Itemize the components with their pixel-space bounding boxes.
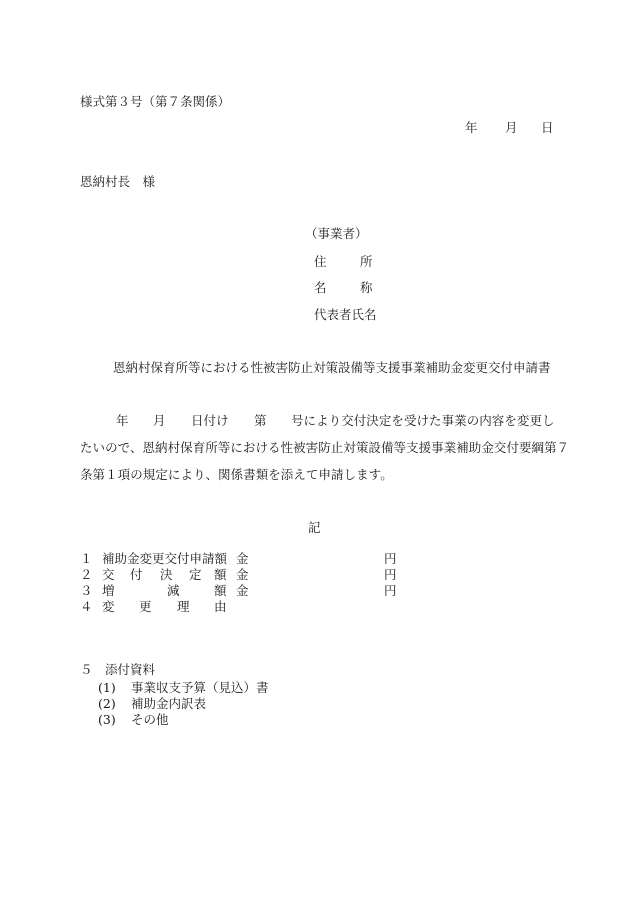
item-char: 理 xyxy=(177,599,190,614)
body-line-3: 条第１項の規定により、関係書類を添えて申請します。 xyxy=(80,467,393,482)
attachment-item-3 xyxy=(98,712,169,727)
ki-heading: 記 xyxy=(308,520,321,535)
attachment-number: (3) xyxy=(98,712,116,727)
item-char: 増 xyxy=(102,583,115,598)
item-yen: 円 xyxy=(384,583,397,598)
item-char: 変 xyxy=(102,599,115,614)
item-number: １ xyxy=(80,551,93,566)
applicant-address-label xyxy=(314,254,373,269)
item-suffix: 金 xyxy=(236,567,249,582)
applicant-representative-label: 代表者氏名 xyxy=(314,307,377,322)
item-suffix: 金 xyxy=(236,583,249,598)
body-date-suffix: 日付け xyxy=(191,413,229,428)
name-char-1: 名 xyxy=(314,280,327,295)
body-month: 月 xyxy=(153,413,166,428)
item-char: 更 xyxy=(139,599,152,614)
item-yen: 円 xyxy=(384,567,397,582)
item-char: 決 xyxy=(160,567,173,582)
item-char: 減 xyxy=(167,583,180,598)
attachment-label: 事業収支予算（見込）書 xyxy=(131,680,269,695)
attachment-label: 補助金内訳表 xyxy=(131,696,207,711)
item-char: 交 xyxy=(102,567,115,582)
item-label: 補助金変更交付申請額 xyxy=(102,551,228,566)
body-line-2: たいので、恩納村保育所等における性被害防止対策設備等支援事業補助金交付要綱第７ xyxy=(80,440,570,455)
addressee: 恩納村長 様 xyxy=(80,174,156,189)
item-number: ３ xyxy=(80,583,93,598)
item-char: 額 xyxy=(214,567,227,582)
name-char-2: 称 xyxy=(360,280,373,295)
date-month: 月 xyxy=(505,120,518,135)
address-char-2: 所 xyxy=(360,254,373,269)
address-char-1: 住 xyxy=(314,254,327,269)
item-number: ２ xyxy=(80,567,93,582)
attachment-number: (1) xyxy=(98,680,116,695)
body-dai: 第 xyxy=(254,413,267,428)
attachment-number: (2) xyxy=(98,696,116,711)
applicant-heading: （事業者） xyxy=(305,226,368,241)
attachment-item-1 xyxy=(98,680,269,695)
date-day: 日 xyxy=(541,120,554,135)
body-year: 年 xyxy=(116,413,129,428)
date-year: 年 xyxy=(465,120,478,135)
applicant-name-label xyxy=(314,280,373,295)
attachment-item-2 xyxy=(98,696,207,711)
form-number: 様式第３号（第７条関係） xyxy=(80,94,231,109)
item-char: 定 xyxy=(189,567,202,582)
item-yen: 円 xyxy=(384,551,397,566)
document-title: 恩納村保育所等における性被害防止対策設備等支援事業補助金変更交付申請書 xyxy=(113,360,551,375)
item-char: 額 xyxy=(214,583,227,598)
attachments-heading: ５ 添付資料 xyxy=(80,662,156,677)
item-char: 由 xyxy=(214,599,227,614)
attachment-label: その他 xyxy=(131,712,169,727)
item-suffix: 金 xyxy=(236,551,249,566)
item-char: 付 xyxy=(130,567,143,582)
body-line1-rest: 号により交付決定を受けた事業の内容を変更し xyxy=(291,413,555,428)
item-number: ４ xyxy=(80,599,93,614)
